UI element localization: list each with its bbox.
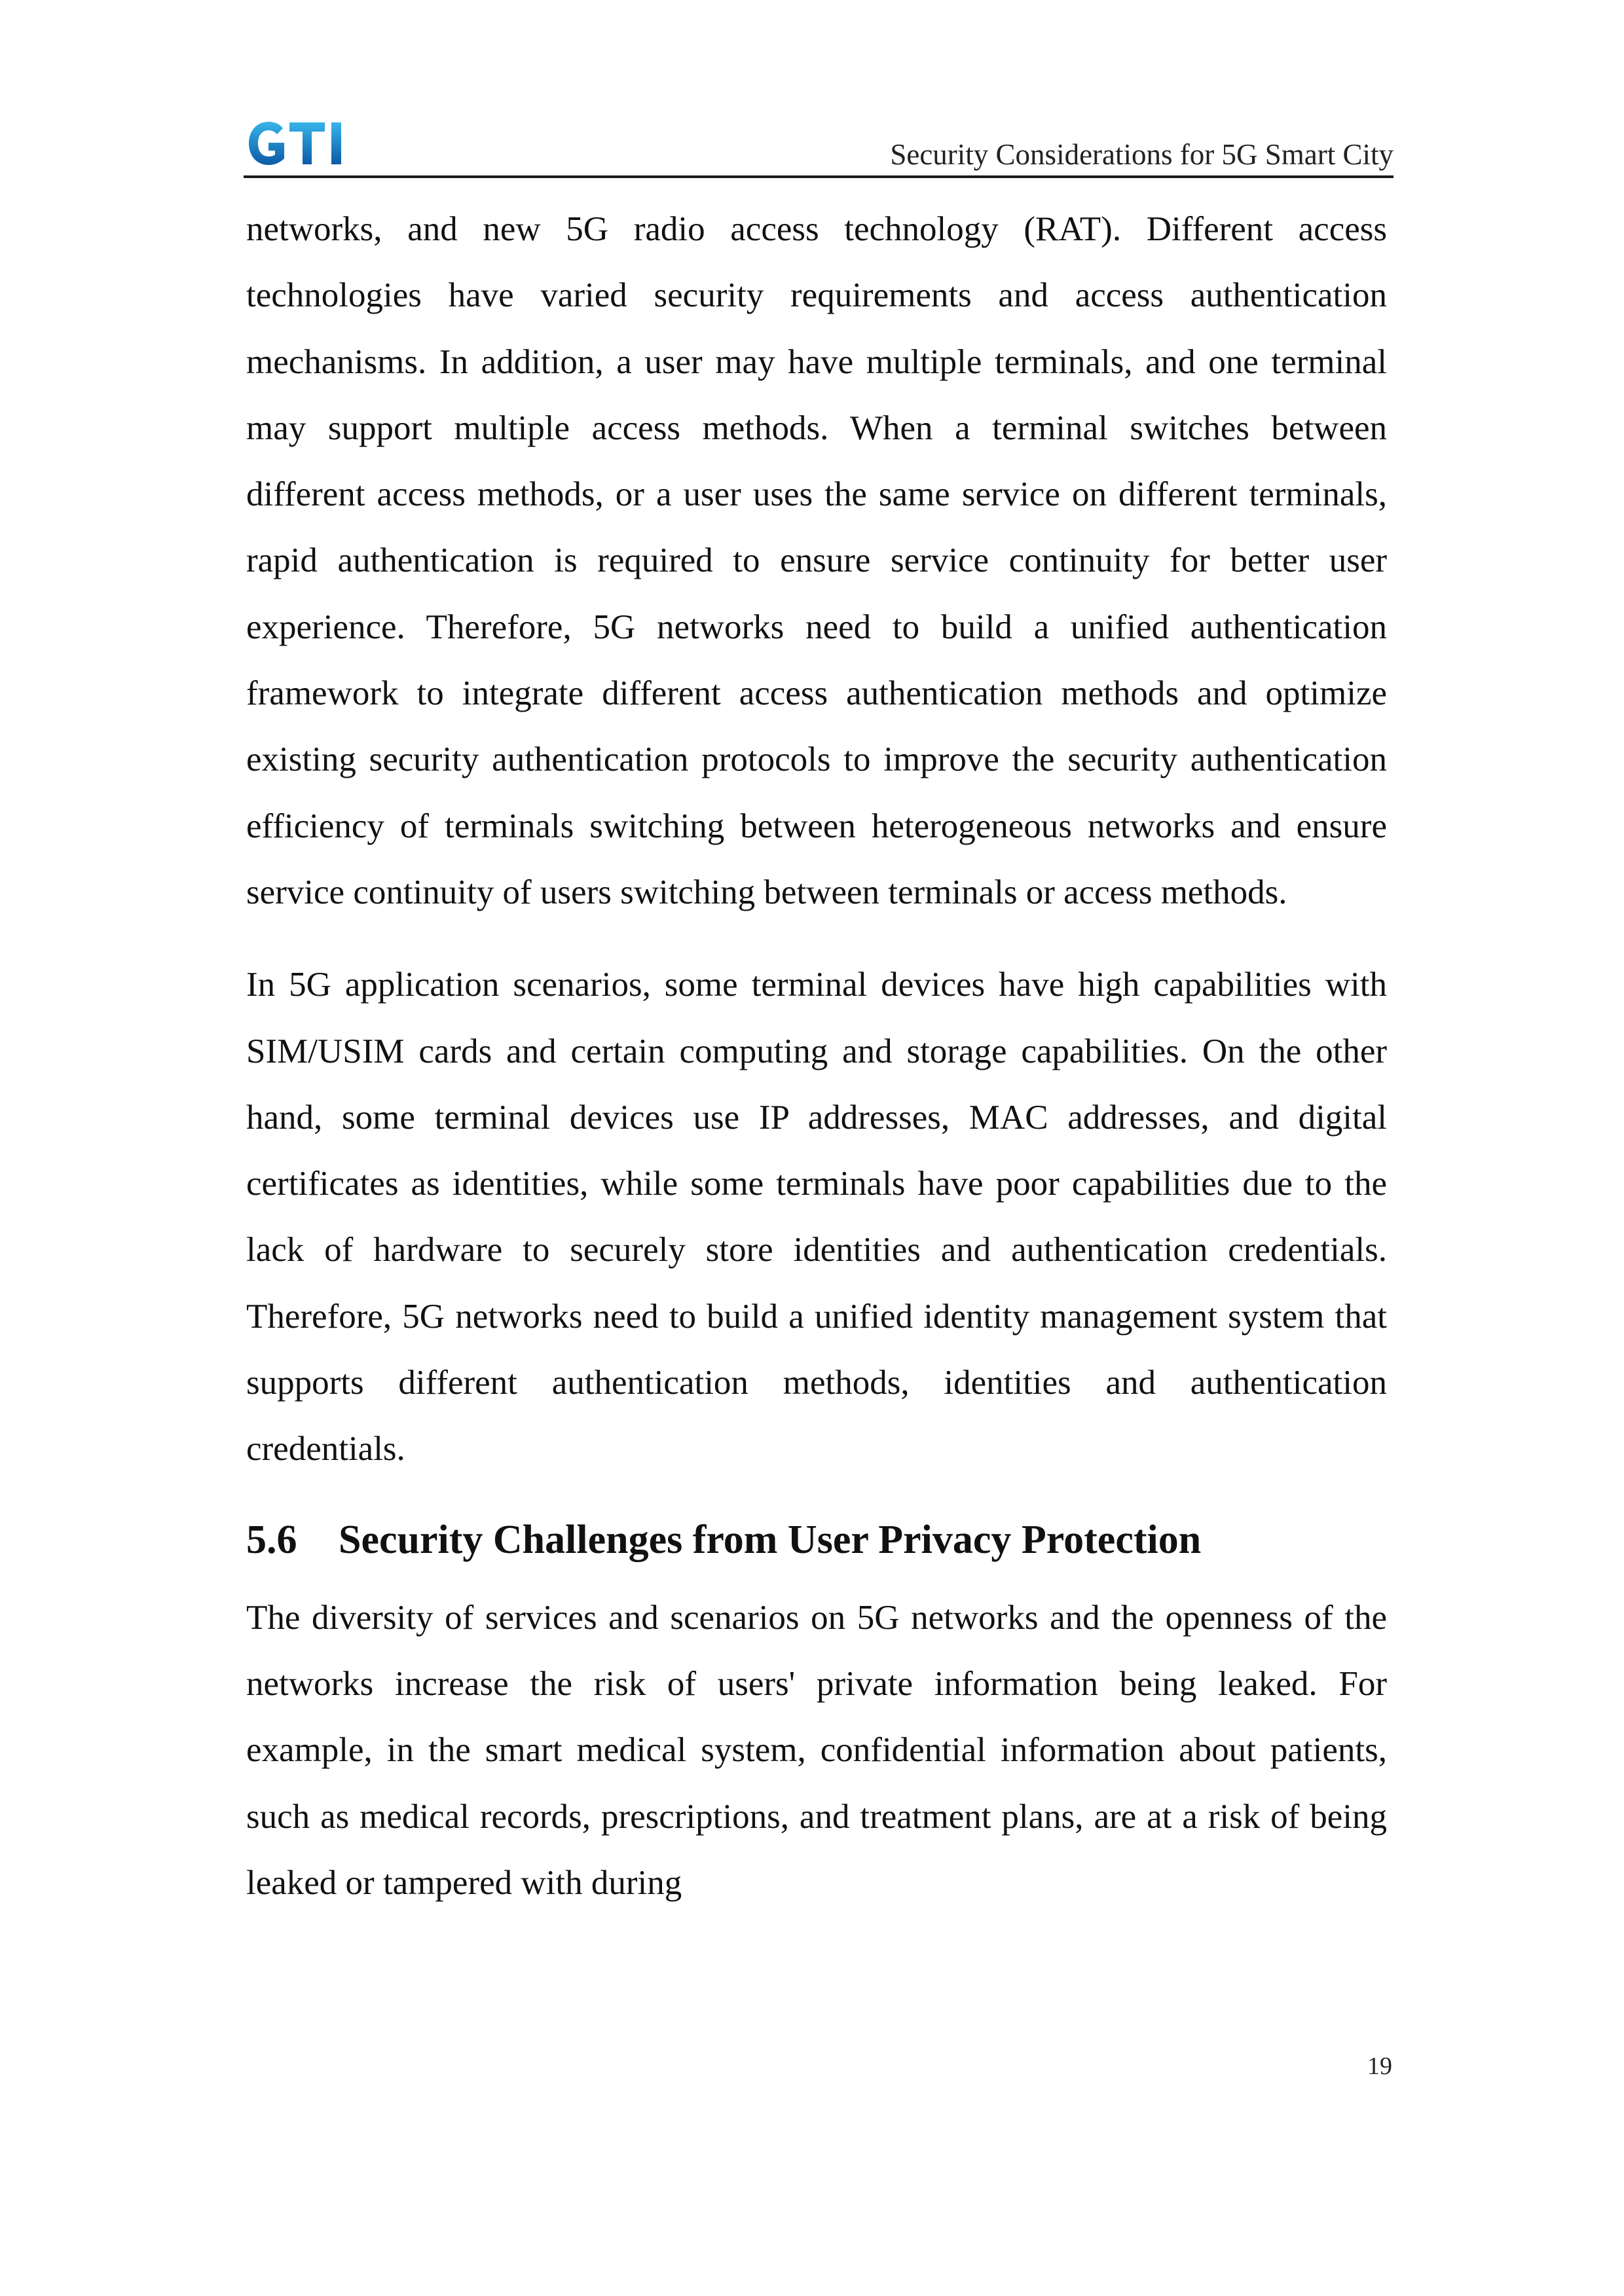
header-title: Security Considerations for 5G Smart City	[890, 138, 1393, 171]
body-paragraph: In 5G application scenarios, some terminal devices have high capabilities with SIM/USIM cards and certain computing and storage capabilities. On the other hand, some terminal devices use IP addresses, MAC addresses, and digital certificates as identities, while some terminals have poor capabilities due to the lack of hardware to securely store identities and authentication credentials. Therefore, 5G networks need to build a unified identity management system that supports different authentication methods, identities and authentication credentials.	[246, 966, 1387, 1468]
section-heading	[246, 1510, 1387, 1570]
page-header	[244, 105, 1393, 181]
body-paragraph: The diversity of services and scenarios on 5G networks and the openness of the networks increase the risk of users' private information being leaked. For example, in the smart medical system, confidential information about patients, such as medical records, prescriptions, and treatment plans, are at a risk of being leaked or tampered with during	[246, 1598, 1387, 1902]
gti-logo	[244, 114, 350, 173]
section-title: Security Challenges from User Privacy Protection	[339, 1517, 1202, 1562]
section-number: 5.6	[246, 1517, 297, 1562]
page-body	[246, 196, 1387, 1916]
body-paragraph: networks, and new 5G radio access technology (RAT). Different access technologies have varied security requirements and access authentication mechanisms. In addition, a user may have multiple terminals, and one terminal may support multiple access methods. When a terminal switches between different access methods, or a user uses the same service on different terminals, rapid authentication is required to ensure service continuity for better user experience. Therefore, 5G networks need to build a unified authentication framework to integrate different access authentication methods and optimize existing security authentication protocols to improve the security authentication efficiency of terminals switching between heterogeneous networks and ensure service continuity of users switching between terminals or access methods.	[246, 210, 1387, 911]
header-rule	[244, 175, 1393, 178]
page-number: 19	[1367, 2052, 1392, 2080]
